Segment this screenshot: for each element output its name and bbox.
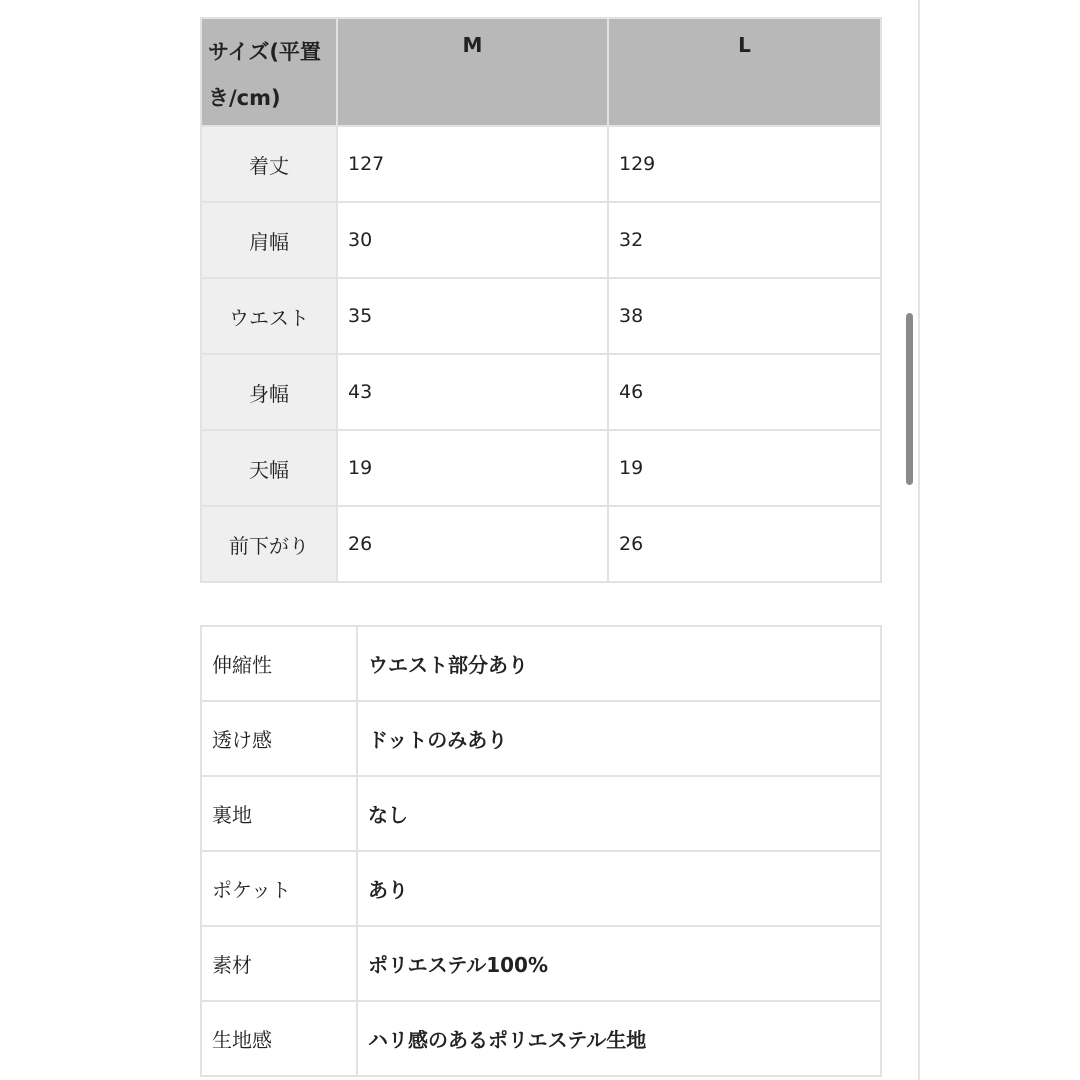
spec-table bbox=[200, 625, 882, 1077]
size-row-label: 天幅 bbox=[201, 430, 337, 506]
size-row-label: 肩幅 bbox=[201, 202, 337, 278]
spec-row-fabric-feel bbox=[201, 1001, 881, 1076]
size-cell-l: 26 bbox=[608, 506, 881, 582]
spec-label: 伸縮性 bbox=[201, 626, 357, 701]
size-row-label: ウエスト bbox=[201, 278, 337, 354]
spec-value: ハリ感のあるポリエステル生地 bbox=[357, 1001, 881, 1076]
size-row-chest bbox=[201, 354, 881, 430]
size-cell-m: 19 bbox=[337, 430, 608, 506]
size-table-header-row bbox=[201, 18, 881, 126]
size-row-neck-width bbox=[201, 430, 881, 506]
spec-label: 生地感 bbox=[201, 1001, 357, 1076]
scrollbar-thumb[interactable] bbox=[906, 313, 913, 485]
size-cell-l: 32 bbox=[608, 202, 881, 278]
spec-value: なし bbox=[357, 776, 881, 851]
size-row-label: 着丈 bbox=[201, 126, 337, 202]
spec-value: あり bbox=[357, 851, 881, 926]
size-column-m: M bbox=[337, 18, 608, 126]
size-cell-m: 43 bbox=[337, 354, 608, 430]
size-table-corner-label: サイズ(平置き/cm) bbox=[201, 18, 337, 126]
spec-row-pocket bbox=[201, 851, 881, 926]
size-cell-l: 129 bbox=[608, 126, 881, 202]
size-cell-m: 26 bbox=[337, 506, 608, 582]
spec-value: ウエスト部分あり bbox=[357, 626, 881, 701]
spec-row-lining bbox=[201, 776, 881, 851]
spec-label: ポケット bbox=[201, 851, 357, 926]
spec-value: ポリエステル100% bbox=[357, 926, 881, 1001]
size-row-waist bbox=[201, 278, 881, 354]
spec-label: 裏地 bbox=[201, 776, 357, 851]
size-row-shoulder bbox=[201, 202, 881, 278]
spec-row-stretch bbox=[201, 626, 881, 701]
size-cell-m: 127 bbox=[337, 126, 608, 202]
size-row-label: 身幅 bbox=[201, 354, 337, 430]
size-row-length bbox=[201, 126, 881, 202]
spec-row-material bbox=[201, 926, 881, 1001]
right-gutter bbox=[918, 0, 1080, 1080]
spec-label: 素材 bbox=[201, 926, 357, 1001]
size-cell-m: 35 bbox=[337, 278, 608, 354]
size-column-l: L bbox=[608, 18, 881, 126]
size-row-front-drop bbox=[201, 506, 881, 582]
spec-label: 透け感 bbox=[201, 701, 357, 776]
size-row-label: 前下がり bbox=[201, 506, 337, 582]
size-cell-l: 38 bbox=[608, 278, 881, 354]
size-cell-l: 19 bbox=[608, 430, 881, 506]
size-table bbox=[200, 17, 882, 583]
size-cell-l: 46 bbox=[608, 354, 881, 430]
spec-value: ドットのみあり bbox=[357, 701, 881, 776]
spec-row-sheerness bbox=[201, 701, 881, 776]
size-cell-m: 30 bbox=[337, 202, 608, 278]
